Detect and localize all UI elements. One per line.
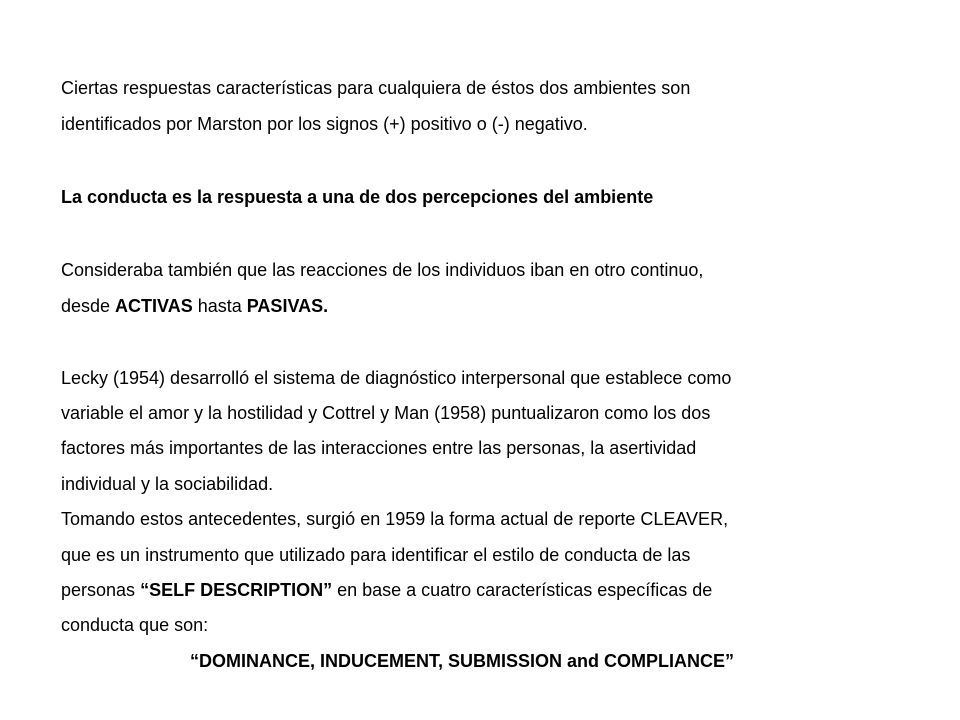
text-activas: ACTIVAS <box>115 296 193 316</box>
paragraph-4-line-4: conducta que son: <box>61 615 209 635</box>
paragraph-1-line-1: Ciertas respuestas características para cualquiera de éstos dos ambientes son <box>61 78 691 98</box>
text-personas: personas <box>61 580 141 600</box>
text-en-base: en base a cuatro características específicas de <box>332 580 713 600</box>
paragraph-3-line-3: factores más importantes de las interacciones entre las personas, la asertividad <box>61 438 697 458</box>
paragraph-3-line-1: Lecky (1954) desarrolló el sistema de diagnóstico interpersonal que establece como <box>61 368 732 388</box>
paragraph-4-line-1: Tomando estos antecedentes, surgió en 1959 la forma actual de reporte CLEAVER, <box>61 509 729 529</box>
paragraph-4-line-3 <box>61 579 712 601</box>
text-pasivas: PASIVAS. <box>246 296 329 316</box>
paragraph-2-line-2 <box>61 295 328 317</box>
paragraph-1-line-2: identificados por Marston por los signos (+) positivo o (-) negativo. <box>61 114 588 134</box>
paragraph-3-line-4: individual y la sociabilidad. <box>61 474 274 494</box>
text-hasta: hasta <box>192 296 247 316</box>
text-self-description: “SELF DESCRIPTION” <box>140 580 333 600</box>
closing-quote: “DOMINANCE, INDUCEMENT, SUBMISSION and COMPLIANCE” <box>189 651 735 671</box>
paragraph-4-line-2: que es un instrumento que utilizado para identificar el estilo de conducta de las <box>61 545 691 565</box>
text-desde: desde <box>61 296 116 316</box>
paragraph-2-line-1: Consideraba también que las reacciones de los individuos iban en otro continuo, <box>61 260 704 280</box>
section-heading: La conducta es la respuesta a una de dos percepciones del ambiente <box>61 187 654 207</box>
paragraph-3-line-2: variable el amor y la hostilidad y Cottrel y Man (1958) puntualizaron como los dos <box>61 403 711 423</box>
